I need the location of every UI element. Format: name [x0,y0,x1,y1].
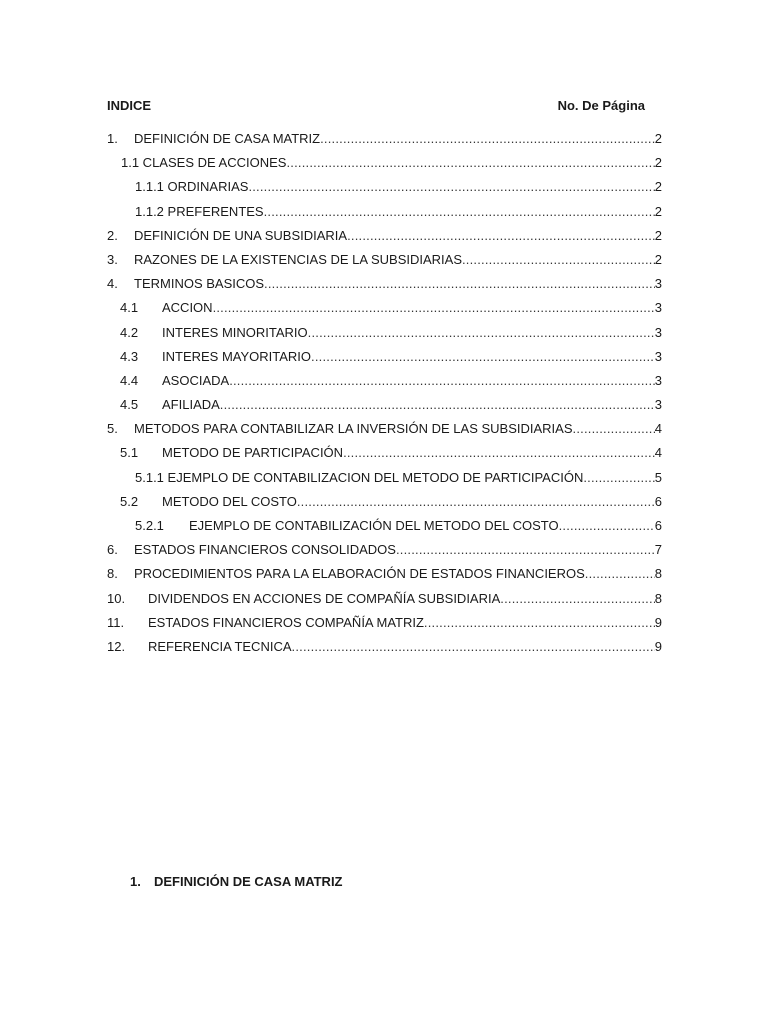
toc-entry-title: 1.1.2 PREFERENTES [135,203,264,219]
toc-entry[interactable] [107,564,662,588]
toc-entry[interactable] [107,395,662,419]
toc-entry-title: RAZONES DE LA EXISTENCIAS DE LA SUBSIDIARIAS [134,251,462,267]
toc-entry[interactable] [107,274,662,298]
section-heading [130,874,343,889]
toc-entry-page: 3 [654,300,662,316]
toc-entry-page: 8 [654,566,662,582]
toc-entry-number: 4.4 [120,372,139,388]
toc-entry-title: 5.1.1 EJEMPLO DE CONTABILIZACION DEL METODO DE PARTICIPACIÓN [135,469,584,485]
toc-entry-page: 5 [654,469,662,485]
toc-entry-number: 3. [107,251,118,267]
toc-entry-page: 4 [654,421,662,437]
toc-entry-page: 3 [654,397,662,413]
toc-entry-page: 3 [654,348,662,364]
toc-entry[interactable] [107,540,662,564]
toc-entry-number: 11. [107,614,125,630]
leader-dots [286,153,654,173]
toc-entry[interactable] [107,323,662,347]
leader-dots [229,371,655,391]
leader-dots [213,298,655,318]
toc-entry-number: 2. [107,227,118,243]
toc-entry-title: AFILIADA [162,397,220,413]
toc-entry-title: ASOCIADA [162,372,230,388]
toc-entry[interactable] [107,492,662,516]
toc-entry[interactable] [107,371,662,395]
toc-entry-title: REFERENCIA TECNICA [148,638,292,654]
page-number-column-title: No. De Página [557,98,645,113]
toc-entry-number: 12. [107,638,126,654]
toc-entry[interactable] [107,613,662,637]
leader-dots [220,395,655,415]
toc-entry-number: 5.2.1 [135,518,164,533]
leader-dots [297,492,655,512]
toc-entry-page: 6 [654,518,662,533]
toc-entry-page: 2 [654,131,662,146]
toc-entry-number: 5.2 [120,493,139,509]
toc-entry-title: EJEMPLO DE CONTABILIZACIÓN DEL METODO DEL COSTO [189,518,559,533]
leader-dots [248,177,654,197]
section-heading-title: DEFINICIÓN DE CASA MATRIZ [154,874,343,889]
toc-entry-title: DEFINICIÓN DE CASA MATRIZ [134,131,321,146]
toc-entry-number: 4.2 [120,324,139,340]
leader-dots [585,564,655,584]
toc-entry-page: 6 [654,493,662,509]
leader-dots [264,202,655,222]
toc-entry[interactable] [107,637,662,661]
toc-entry[interactable] [107,468,662,492]
toc-entry-number: 4. [107,276,118,292]
toc-entry-title: ESTADOS FINANCIEROS COMPAÑÍA MATRIZ [148,614,424,630]
toc-entry-page: 3 [654,372,662,388]
toc-entry[interactable] [107,589,662,613]
toc-entry-title: INTERES MINORITARIO [162,324,308,340]
toc-entry-page: 8 [654,590,662,606]
toc-entry-number: 5. [107,421,118,437]
toc-entry-number: 8. [107,566,118,582]
leader-dots [264,274,655,294]
toc-entry-page: 2 [654,179,662,195]
section-heading-number: 1. [130,874,141,889]
leader-dots [396,540,655,560]
toc-entry-page: 2 [654,227,662,243]
leader-dots [347,226,655,246]
leader-dots [320,129,655,149]
toc-entry-title: METODOS PARA CONTABILIZAR LA INVERSIÓN DE LAS SUBSIDIARIAS [134,421,573,437]
toc-entry-number: 4.5 [120,397,139,413]
toc-header [107,98,645,116]
toc-entry-title: INTERES MAYORITARIO [162,348,312,364]
toc-entry[interactable] [107,298,662,322]
leader-dots [462,250,655,270]
toc-entry[interactable] [107,347,662,371]
toc-entry-title: DEFINICIÓN DE UNA SUBSIDIARIA [134,227,348,243]
toc-entry-number: 5.1 [120,445,139,461]
leader-dots [573,419,655,439]
toc-entry[interactable] [107,226,662,250]
toc-entry[interactable] [107,250,662,274]
toc-entry-title: 1.1 CLASES DE ACCIONES [121,155,287,171]
leader-dots [311,347,655,367]
leader-dots [583,468,654,488]
toc-entry-number: 4.1 [120,300,139,316]
leader-dots [308,323,655,343]
toc-entry-number: 10. [107,590,126,606]
toc-entry-page: 3 [654,276,662,292]
leader-dots [292,637,655,657]
toc-entry[interactable] [107,419,662,443]
toc-entry-page: 2 [654,155,662,171]
toc-entry-page: 3 [654,324,662,340]
toc-entry-page: 2 [654,251,662,267]
leader-dots [559,516,655,536]
toc-entry-page: 9 [654,638,662,654]
toc-entry-number: 6. [107,542,118,558]
toc-entry-number: 1. [107,131,118,146]
toc-entry[interactable] [107,202,662,226]
leader-dots [343,443,655,463]
toc-title: INDICE [107,98,152,113]
toc-entry-title: METODO DEL COSTO [162,493,297,509]
toc-entry-title: ACCION [162,300,213,316]
toc-entry[interactable] [107,443,662,467]
toc-entry-title: 1.1.1 ORDINARIAS [135,179,249,195]
table-of-contents [107,129,662,661]
toc-entry-page: 7 [654,542,662,558]
toc-entry-page: 2 [654,203,662,219]
toc-entry-title: PROCEDIMIENTOS PARA LA ELABORACIÓN DE ESTADOS FINANCIEROS [134,566,585,582]
toc-entry[interactable] [107,516,662,540]
toc-entry-title: ESTADOS FINANCIEROS CONSOLIDADOS [134,542,396,558]
toc-entry-page: 9 [654,614,662,630]
toc-entry-page: 4 [654,445,662,461]
toc-entry-title: METODO DE PARTICIPACIÓN [162,445,344,461]
leader-dots [424,613,655,633]
toc-entry[interactable] [107,129,662,153]
toc-entry-number: 4.3 [120,348,139,364]
toc-entry[interactable] [107,153,662,177]
toc-entry[interactable] [107,177,662,201]
leader-dots [500,589,654,609]
toc-entry-title: DIVIDENDOS EN ACCIONES DE COMPAÑÍA SUBSIDIARIA [148,590,501,606]
toc-entry-title: TERMINOS BASICOS [134,276,265,292]
